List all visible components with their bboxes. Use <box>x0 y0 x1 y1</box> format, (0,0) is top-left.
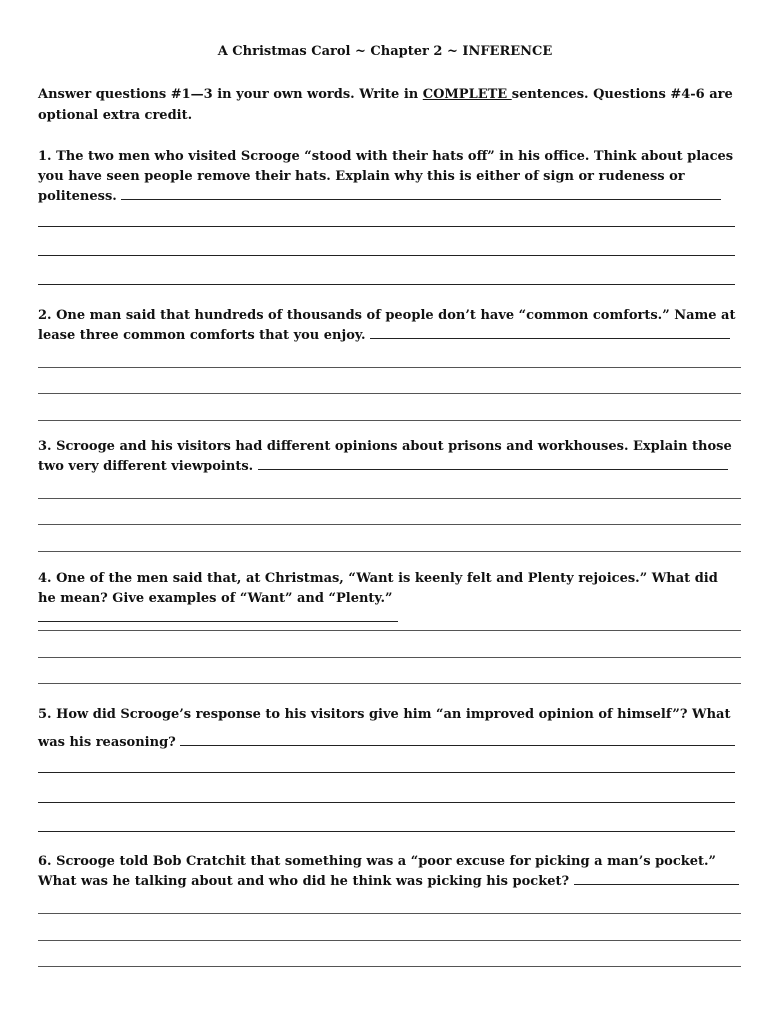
question-1-answer-line[interactable] <box>121 187 721 200</box>
question-3-answer-line-3[interactable] <box>38 551 741 552</box>
question-2-answer-line-2[interactable] <box>38 393 741 394</box>
question-5 <box>38 701 740 757</box>
question-1-answer-line-2[interactable] <box>38 255 735 256</box>
question-6-answer-line-2[interactable] <box>38 940 741 941</box>
question-4-answer-line-1[interactable] <box>38 630 741 631</box>
question-5-answer-line[interactable] <box>180 733 735 746</box>
question-2-answer-line-3[interactable] <box>38 420 741 421</box>
question-5-answer-line-1[interactable] <box>38 772 735 773</box>
question-6 <box>38 852 740 892</box>
question-6-answer-line[interactable] <box>574 872 739 885</box>
question-2 <box>38 306 740 346</box>
question-2-answer-line[interactable] <box>370 326 730 339</box>
question-5-text: 5. How did Scrooge’s response to his visitors give him “an improved opinion of himself”? What was his reasoning? <box>38 707 731 750</box>
question-2-text: 2. One man said that hundreds of thousands of people don’t have “common comforts.” Name at lease three common comforts that you enjoy. <box>38 308 736 343</box>
instructions-emphasis: COMPLETE <box>422 87 512 102</box>
instructions-part1: Answer questions #1—3 in your own words. Write in <box>38 87 423 102</box>
question-3 <box>38 437 740 477</box>
question-5-answer-line-3[interactable] <box>38 831 735 832</box>
question-1-answer-line-1[interactable] <box>38 226 735 227</box>
question-4-answer-line-2[interactable] <box>38 657 741 658</box>
question-3-answer-line-2[interactable] <box>38 524 741 525</box>
question-1-text: 1. The two men who visited Scrooge “stood with their hats off” in his office. Think about places you have seen people remove their hats. Explain why this is either of sign or rudeness or politeness. <box>38 149 734 204</box>
worksheet-title: A Christmas Carol ~ Chapter 2 ~ INFERENCE <box>217 44 553 59</box>
instructions <box>38 84 738 126</box>
question-2-answer-line-1[interactable] <box>38 367 741 368</box>
question-6-answer-line-1[interactable] <box>38 913 741 914</box>
question-5-answer-line-2[interactable] <box>38 802 735 803</box>
question-1 <box>38 147 740 207</box>
instructions-part2: sentences. Questions #4-6 are optional extra credit. <box>38 87 733 123</box>
question-3-answer-line[interactable] <box>258 457 728 470</box>
question-4-answer-line-3[interactable] <box>38 683 741 684</box>
question-4 <box>38 569 740 629</box>
question-6-text: 6. Scrooge told Bob Cratchit that something was a “poor excuse for picking a man’s pocket.” What was he talking about and who did he think was picking his pocket? <box>38 854 717 889</box>
question-4-answer-line[interactable] <box>38 609 398 622</box>
question-3-answer-line-1[interactable] <box>38 498 741 499</box>
question-4-text: 4. One of the men said that, at Christmas, “Want is keenly felt and Plenty rejoices.” What did he mean? Give examples of “Want” and “Plenty.” <box>38 571 718 606</box>
question-1-answer-line-3[interactable] <box>38 284 735 285</box>
question-3-text: 3. Scrooge and his visitors had different opinions about prisons and workhouses. Explain those two very different viewpoints. <box>38 439 732 474</box>
question-6-answer-line-3[interactable] <box>38 966 741 967</box>
